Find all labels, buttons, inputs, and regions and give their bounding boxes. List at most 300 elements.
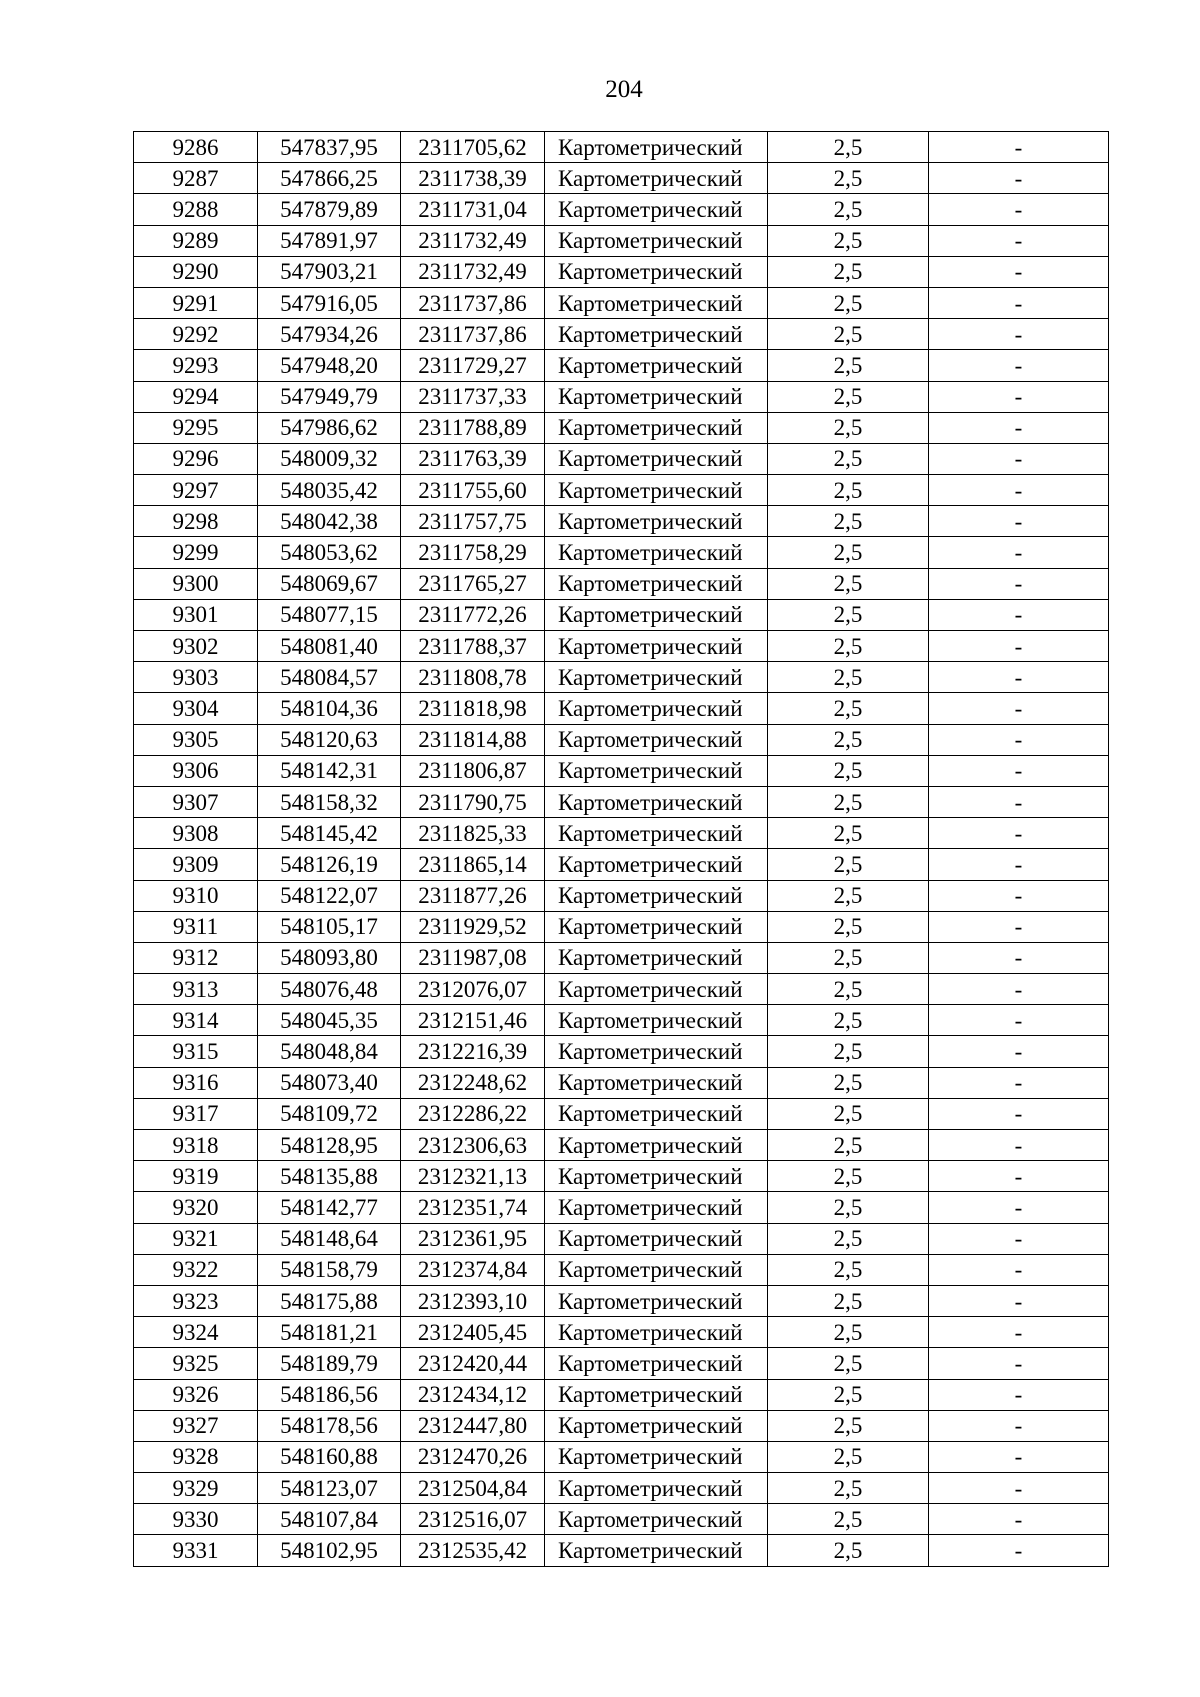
x-coordinate-cell: 547934,26 bbox=[258, 319, 401, 350]
point-number-cell: 9289 bbox=[134, 225, 258, 256]
point-number-cell: 9316 bbox=[134, 1067, 258, 1098]
accuracy-cell: 2,5 bbox=[768, 1067, 929, 1098]
method-cell: Картометрический bbox=[545, 412, 768, 443]
accuracy-cell: 2,5 bbox=[768, 880, 929, 911]
x-coordinate-cell: 548142,77 bbox=[258, 1192, 401, 1223]
description-cell: - bbox=[929, 194, 1109, 225]
table-row bbox=[134, 225, 1109, 256]
accuracy-cell: 2,5 bbox=[768, 1130, 929, 1161]
description-cell: - bbox=[929, 786, 1109, 817]
x-coordinate-cell: 548145,42 bbox=[258, 818, 401, 849]
table-row bbox=[134, 974, 1109, 1005]
method-cell: Картометрический bbox=[545, 974, 768, 1005]
method-cell: Картометрический bbox=[545, 693, 768, 724]
accuracy-cell: 2,5 bbox=[768, 412, 929, 443]
y-coordinate-cell: 2311865,14 bbox=[401, 849, 545, 880]
point-number-cell: 9299 bbox=[134, 537, 258, 568]
y-coordinate-cell: 2311737,86 bbox=[401, 287, 545, 318]
accuracy-cell: 2,5 bbox=[768, 1348, 929, 1379]
method-cell: Картометрический bbox=[545, 506, 768, 537]
point-number-cell: 9290 bbox=[134, 256, 258, 287]
y-coordinate-cell: 2311818,98 bbox=[401, 693, 545, 724]
accuracy-cell: 2,5 bbox=[768, 1441, 929, 1472]
method-cell: Картометрический bbox=[545, 475, 768, 506]
method-cell: Картометрический bbox=[545, 381, 768, 412]
x-coordinate-cell: 548104,36 bbox=[258, 693, 401, 724]
accuracy-cell: 2,5 bbox=[768, 1504, 929, 1535]
description-cell: - bbox=[929, 1161, 1109, 1192]
point-number-cell: 9292 bbox=[134, 319, 258, 350]
accuracy-cell: 2,5 bbox=[768, 974, 929, 1005]
x-coordinate-cell: 547891,97 bbox=[258, 225, 401, 256]
description-cell: - bbox=[929, 163, 1109, 194]
description-cell: - bbox=[929, 1504, 1109, 1535]
table-row bbox=[134, 1005, 1109, 1036]
point-number-cell: 9317 bbox=[134, 1098, 258, 1129]
method-cell: Картометрический bbox=[545, 287, 768, 318]
accuracy-cell: 2,5 bbox=[768, 225, 929, 256]
method-cell: Картометрический bbox=[545, 662, 768, 693]
accuracy-cell: 2,5 bbox=[768, 1036, 929, 1067]
y-coordinate-cell: 2311737,86 bbox=[401, 319, 545, 350]
accuracy-cell: 2,5 bbox=[768, 849, 929, 880]
method-cell: Картометрический bbox=[545, 1441, 768, 1472]
y-coordinate-cell: 2311788,89 bbox=[401, 412, 545, 443]
description-cell: - bbox=[929, 1098, 1109, 1129]
x-coordinate-cell: 548107,84 bbox=[258, 1504, 401, 1535]
y-coordinate-cell: 2311732,49 bbox=[401, 225, 545, 256]
table-row bbox=[134, 443, 1109, 474]
y-coordinate-cell: 2311825,33 bbox=[401, 818, 545, 849]
table-row bbox=[134, 786, 1109, 817]
y-coordinate-cell: 2312374,84 bbox=[401, 1254, 545, 1285]
point-number-cell: 9322 bbox=[134, 1254, 258, 1285]
point-number-cell: 9294 bbox=[134, 381, 258, 412]
table-row bbox=[134, 1504, 1109, 1535]
table-row bbox=[134, 537, 1109, 568]
method-cell: Картометрический bbox=[545, 194, 768, 225]
method-cell: Картометрический bbox=[545, 1317, 768, 1348]
y-coordinate-cell: 2311737,33 bbox=[401, 381, 545, 412]
accuracy-cell: 2,5 bbox=[768, 568, 929, 599]
x-coordinate-cell: 547948,20 bbox=[258, 350, 401, 381]
y-coordinate-cell: 2312361,95 bbox=[401, 1223, 545, 1254]
accuracy-cell: 2,5 bbox=[768, 287, 929, 318]
description-cell: - bbox=[929, 443, 1109, 474]
description-cell: - bbox=[929, 724, 1109, 755]
description-cell: - bbox=[929, 1473, 1109, 1504]
point-number-cell: 9331 bbox=[134, 1535, 258, 1566]
point-number-cell: 9318 bbox=[134, 1130, 258, 1161]
x-coordinate-cell: 548048,84 bbox=[258, 1036, 401, 1067]
y-coordinate-cell: 2311758,29 bbox=[401, 537, 545, 568]
x-coordinate-cell: 548009,32 bbox=[258, 443, 401, 474]
accuracy-cell: 2,5 bbox=[768, 1285, 929, 1316]
point-number-cell: 9314 bbox=[134, 1005, 258, 1036]
point-number-cell: 9308 bbox=[134, 818, 258, 849]
point-number-cell: 9309 bbox=[134, 849, 258, 880]
description-cell: - bbox=[929, 974, 1109, 1005]
description-cell: - bbox=[929, 631, 1109, 662]
method-cell: Картометрический bbox=[545, 1379, 768, 1410]
table-row bbox=[134, 1410, 1109, 1441]
x-coordinate-cell: 547916,05 bbox=[258, 287, 401, 318]
description-cell: - bbox=[929, 1223, 1109, 1254]
table-row bbox=[134, 755, 1109, 786]
x-coordinate-cell: 548135,88 bbox=[258, 1161, 401, 1192]
description-cell: - bbox=[929, 1036, 1109, 1067]
method-cell: Картометрический bbox=[545, 1535, 768, 1566]
description-cell: - bbox=[929, 1005, 1109, 1036]
x-coordinate-cell: 548076,48 bbox=[258, 974, 401, 1005]
y-coordinate-cell: 2312216,39 bbox=[401, 1036, 545, 1067]
y-coordinate-cell: 2312321,13 bbox=[401, 1161, 545, 1192]
accuracy-cell: 2,5 bbox=[768, 443, 929, 474]
x-coordinate-cell: 548186,56 bbox=[258, 1379, 401, 1410]
table-row bbox=[134, 475, 1109, 506]
point-number-cell: 9300 bbox=[134, 568, 258, 599]
method-cell: Картометрический bbox=[545, 132, 768, 163]
point-number-cell: 9302 bbox=[134, 631, 258, 662]
description-cell: - bbox=[929, 319, 1109, 350]
y-coordinate-cell: 2311808,78 bbox=[401, 662, 545, 693]
description-cell: - bbox=[929, 287, 1109, 318]
description-cell: - bbox=[929, 1067, 1109, 1098]
accuracy-cell: 2,5 bbox=[768, 755, 929, 786]
table-row bbox=[134, 1223, 1109, 1254]
x-coordinate-cell: 548158,32 bbox=[258, 786, 401, 817]
method-cell: Картометрический bbox=[545, 319, 768, 350]
table-row bbox=[134, 818, 1109, 849]
y-coordinate-cell: 2311929,52 bbox=[401, 911, 545, 942]
x-coordinate-cell: 548160,88 bbox=[258, 1441, 401, 1472]
description-cell: - bbox=[929, 1348, 1109, 1379]
table-row bbox=[134, 256, 1109, 287]
method-cell: Картометрический bbox=[545, 1473, 768, 1504]
point-number-cell: 9326 bbox=[134, 1379, 258, 1410]
point-number-cell: 9311 bbox=[134, 911, 258, 942]
y-coordinate-cell: 2312286,22 bbox=[401, 1098, 545, 1129]
point-number-cell: 9321 bbox=[134, 1223, 258, 1254]
method-cell: Картометрический bbox=[545, 1036, 768, 1067]
y-coordinate-cell: 2312351,74 bbox=[401, 1192, 545, 1223]
accuracy-cell: 2,5 bbox=[768, 631, 929, 662]
description-cell: - bbox=[929, 1130, 1109, 1161]
point-number-cell: 9330 bbox=[134, 1504, 258, 1535]
point-number-cell: 9306 bbox=[134, 755, 258, 786]
method-cell: Картометрический bbox=[545, 225, 768, 256]
table-row bbox=[134, 662, 1109, 693]
table-row bbox=[134, 693, 1109, 724]
x-coordinate-cell: 548142,31 bbox=[258, 755, 401, 786]
description-cell: - bbox=[929, 1379, 1109, 1410]
x-coordinate-cell: 548123,07 bbox=[258, 1473, 401, 1504]
x-coordinate-cell: 548181,21 bbox=[258, 1317, 401, 1348]
method-cell: Картометрический bbox=[545, 163, 768, 194]
accuracy-cell: 2,5 bbox=[768, 163, 929, 194]
x-coordinate-cell: 548045,35 bbox=[258, 1005, 401, 1036]
accuracy-cell: 2,5 bbox=[768, 1192, 929, 1223]
table-row bbox=[134, 1098, 1109, 1129]
method-cell: Картометрический bbox=[545, 1130, 768, 1161]
x-coordinate-cell: 548081,40 bbox=[258, 631, 401, 662]
accuracy-cell: 2,5 bbox=[768, 1098, 929, 1129]
table-row bbox=[134, 1036, 1109, 1067]
description-cell: - bbox=[929, 1317, 1109, 1348]
x-coordinate-cell: 547837,95 bbox=[258, 132, 401, 163]
point-number-cell: 9313 bbox=[134, 974, 258, 1005]
y-coordinate-cell: 2312504,84 bbox=[401, 1473, 545, 1504]
table-row bbox=[134, 1473, 1109, 1504]
point-number-cell: 9329 bbox=[134, 1473, 258, 1504]
point-number-cell: 9328 bbox=[134, 1441, 258, 1472]
accuracy-cell: 2,5 bbox=[768, 256, 929, 287]
table-row bbox=[134, 381, 1109, 412]
x-coordinate-cell: 548189,79 bbox=[258, 1348, 401, 1379]
table-row bbox=[134, 599, 1109, 630]
page-number: 204 bbox=[605, 76, 643, 103]
y-coordinate-cell: 2312447,80 bbox=[401, 1410, 545, 1441]
table-row bbox=[134, 1254, 1109, 1285]
method-cell: Картометрический bbox=[545, 1348, 768, 1379]
x-coordinate-cell: 547879,89 bbox=[258, 194, 401, 225]
y-coordinate-cell: 2312151,46 bbox=[401, 1005, 545, 1036]
point-number-cell: 9297 bbox=[134, 475, 258, 506]
y-coordinate-cell: 2311738,39 bbox=[401, 163, 545, 194]
description-cell: - bbox=[929, 849, 1109, 880]
description-cell: - bbox=[929, 381, 1109, 412]
table-row bbox=[134, 412, 1109, 443]
point-number-cell: 9304 bbox=[134, 693, 258, 724]
table-row bbox=[134, 132, 1109, 163]
point-number-cell: 9315 bbox=[134, 1036, 258, 1067]
description-cell: - bbox=[929, 1535, 1109, 1566]
table-row bbox=[134, 1130, 1109, 1161]
x-coordinate-cell: 548035,42 bbox=[258, 475, 401, 506]
y-coordinate-cell: 2311790,75 bbox=[401, 786, 545, 817]
table-row bbox=[134, 1161, 1109, 1192]
y-coordinate-cell: 2311763,39 bbox=[401, 443, 545, 474]
method-cell: Картометрический bbox=[545, 1285, 768, 1316]
y-coordinate-cell: 2312076,07 bbox=[401, 974, 545, 1005]
description-cell: - bbox=[929, 350, 1109, 381]
accuracy-cell: 2,5 bbox=[768, 132, 929, 163]
table-row bbox=[134, 1317, 1109, 1348]
description-cell: - bbox=[929, 693, 1109, 724]
method-cell: Картометрический bbox=[545, 1410, 768, 1441]
x-coordinate-cell: 547949,79 bbox=[258, 381, 401, 412]
y-coordinate-cell: 2311987,08 bbox=[401, 942, 545, 973]
accuracy-cell: 2,5 bbox=[768, 1254, 929, 1285]
table-row bbox=[134, 568, 1109, 599]
x-coordinate-cell: 548109,72 bbox=[258, 1098, 401, 1129]
point-number-cell: 9293 bbox=[134, 350, 258, 381]
y-coordinate-cell: 2311732,49 bbox=[401, 256, 545, 287]
description-cell: - bbox=[929, 942, 1109, 973]
y-coordinate-cell: 2311757,75 bbox=[401, 506, 545, 537]
description-cell: - bbox=[929, 911, 1109, 942]
method-cell: Картометрический bbox=[545, 1161, 768, 1192]
method-cell: Картометрический bbox=[545, 256, 768, 287]
method-cell: Картометрический bbox=[545, 911, 768, 942]
method-cell: Картометрический bbox=[545, 755, 768, 786]
description-cell: - bbox=[929, 225, 1109, 256]
point-number-cell: 9320 bbox=[134, 1192, 258, 1223]
accuracy-cell: 2,5 bbox=[768, 1317, 929, 1348]
table-row bbox=[134, 319, 1109, 350]
accuracy-cell: 2,5 bbox=[768, 194, 929, 225]
accuracy-cell: 2,5 bbox=[768, 506, 929, 537]
description-cell: - bbox=[929, 568, 1109, 599]
table-row bbox=[134, 287, 1109, 318]
accuracy-cell: 2,5 bbox=[768, 1535, 929, 1566]
accuracy-cell: 2,5 bbox=[768, 693, 929, 724]
method-cell: Картометрический bbox=[545, 880, 768, 911]
accuracy-cell: 2,5 bbox=[768, 599, 929, 630]
x-coordinate-cell: 548102,95 bbox=[258, 1535, 401, 1566]
point-number-cell: 9288 bbox=[134, 194, 258, 225]
point-number-cell: 9325 bbox=[134, 1348, 258, 1379]
x-coordinate-cell: 548053,62 bbox=[258, 537, 401, 568]
point-number-cell: 9327 bbox=[134, 1410, 258, 1441]
point-number-cell: 9295 bbox=[134, 412, 258, 443]
table-row bbox=[134, 1348, 1109, 1379]
accuracy-cell: 2,5 bbox=[768, 1223, 929, 1254]
x-coordinate-cell: 548120,63 bbox=[258, 724, 401, 755]
x-coordinate-cell: 548073,40 bbox=[258, 1067, 401, 1098]
method-cell: Картометрический bbox=[545, 724, 768, 755]
accuracy-cell: 2,5 bbox=[768, 724, 929, 755]
method-cell: Картометрический bbox=[545, 849, 768, 880]
method-cell: Картометрический bbox=[545, 1192, 768, 1223]
table-row bbox=[134, 880, 1109, 911]
method-cell: Картометрический bbox=[545, 818, 768, 849]
x-coordinate-cell: 548077,15 bbox=[258, 599, 401, 630]
method-cell: Картометрический bbox=[545, 1254, 768, 1285]
y-coordinate-cell: 2312393,10 bbox=[401, 1285, 545, 1316]
x-coordinate-cell: 548148,64 bbox=[258, 1223, 401, 1254]
point-number-cell: 9323 bbox=[134, 1285, 258, 1316]
y-coordinate-cell: 2311877,26 bbox=[401, 880, 545, 911]
y-coordinate-cell: 2311806,87 bbox=[401, 755, 545, 786]
method-cell: Картометрический bbox=[545, 631, 768, 662]
method-cell: Картометрический bbox=[545, 942, 768, 973]
description-cell: - bbox=[929, 818, 1109, 849]
accuracy-cell: 2,5 bbox=[768, 1379, 929, 1410]
table-row bbox=[134, 506, 1109, 537]
accuracy-cell: 2,5 bbox=[768, 942, 929, 973]
method-cell: Картометрический bbox=[545, 1223, 768, 1254]
accuracy-cell: 2,5 bbox=[768, 1161, 929, 1192]
description-cell: - bbox=[929, 1285, 1109, 1316]
description-cell: - bbox=[929, 880, 1109, 911]
accuracy-cell: 2,5 bbox=[768, 537, 929, 568]
y-coordinate-cell: 2312405,45 bbox=[401, 1317, 545, 1348]
table-body bbox=[134, 132, 1109, 1567]
table-row bbox=[134, 1535, 1109, 1566]
accuracy-cell: 2,5 bbox=[768, 475, 929, 506]
y-coordinate-cell: 2311814,88 bbox=[401, 724, 545, 755]
method-cell: Картометрический bbox=[545, 443, 768, 474]
description-cell: - bbox=[929, 599, 1109, 630]
table-row bbox=[134, 350, 1109, 381]
table-row bbox=[134, 1441, 1109, 1472]
table-row bbox=[134, 1067, 1109, 1098]
x-coordinate-cell: 548042,38 bbox=[258, 506, 401, 537]
y-coordinate-cell: 2311731,04 bbox=[401, 194, 545, 225]
table-row bbox=[134, 631, 1109, 662]
y-coordinate-cell: 2312420,44 bbox=[401, 1348, 545, 1379]
point-number-cell: 9291 bbox=[134, 287, 258, 318]
y-coordinate-cell: 2311772,26 bbox=[401, 599, 545, 630]
x-coordinate-cell: 547866,25 bbox=[258, 163, 401, 194]
x-coordinate-cell: 547986,62 bbox=[258, 412, 401, 443]
accuracy-cell: 2,5 bbox=[768, 818, 929, 849]
accuracy-cell: 2,5 bbox=[768, 786, 929, 817]
description-cell: - bbox=[929, 537, 1109, 568]
accuracy-cell: 2,5 bbox=[768, 319, 929, 350]
accuracy-cell: 2,5 bbox=[768, 1005, 929, 1036]
description-cell: - bbox=[929, 1254, 1109, 1285]
point-number-cell: 9287 bbox=[134, 163, 258, 194]
table-row bbox=[134, 1192, 1109, 1223]
description-cell: - bbox=[929, 662, 1109, 693]
method-cell: Картометрический bbox=[545, 1067, 768, 1098]
method-cell: Картометрический bbox=[545, 1005, 768, 1036]
description-cell: - bbox=[929, 1441, 1109, 1472]
description-cell: - bbox=[929, 475, 1109, 506]
x-coordinate-cell: 548175,88 bbox=[258, 1285, 401, 1316]
method-cell: Картометрический bbox=[545, 1098, 768, 1129]
y-coordinate-cell: 2311765,27 bbox=[401, 568, 545, 599]
accuracy-cell: 2,5 bbox=[768, 1410, 929, 1441]
x-coordinate-cell: 548126,19 bbox=[258, 849, 401, 880]
description-cell: - bbox=[929, 755, 1109, 786]
point-number-cell: 9298 bbox=[134, 506, 258, 537]
table-row bbox=[134, 849, 1109, 880]
accuracy-cell: 2,5 bbox=[768, 911, 929, 942]
point-number-cell: 9324 bbox=[134, 1317, 258, 1348]
x-coordinate-cell: 548093,80 bbox=[258, 942, 401, 973]
method-cell: Картометрический bbox=[545, 1504, 768, 1535]
accuracy-cell: 2,5 bbox=[768, 350, 929, 381]
table-row bbox=[134, 194, 1109, 225]
y-coordinate-cell: 2311705,62 bbox=[401, 132, 545, 163]
y-coordinate-cell: 2312434,12 bbox=[401, 1379, 545, 1410]
x-coordinate-cell: 548158,79 bbox=[258, 1254, 401, 1285]
table-row bbox=[134, 724, 1109, 755]
point-number-cell: 9312 bbox=[134, 942, 258, 973]
x-coordinate-cell: 548128,95 bbox=[258, 1130, 401, 1161]
accuracy-cell: 2,5 bbox=[768, 381, 929, 412]
method-cell: Картометрический bbox=[545, 599, 768, 630]
description-cell: - bbox=[929, 1192, 1109, 1223]
point-number-cell: 9286 bbox=[134, 132, 258, 163]
y-coordinate-cell: 2312516,07 bbox=[401, 1504, 545, 1535]
table-row bbox=[134, 942, 1109, 973]
description-cell: - bbox=[929, 256, 1109, 287]
description-cell: - bbox=[929, 506, 1109, 537]
method-cell: Картометрический bbox=[545, 786, 768, 817]
description-cell: - bbox=[929, 132, 1109, 163]
accuracy-cell: 2,5 bbox=[768, 1473, 929, 1504]
point-number-cell: 9296 bbox=[134, 443, 258, 474]
table-row bbox=[134, 1285, 1109, 1316]
y-coordinate-cell: 2312306,63 bbox=[401, 1130, 545, 1161]
point-number-cell: 9310 bbox=[134, 880, 258, 911]
table-row bbox=[134, 911, 1109, 942]
y-coordinate-cell: 2312248,62 bbox=[401, 1067, 545, 1098]
